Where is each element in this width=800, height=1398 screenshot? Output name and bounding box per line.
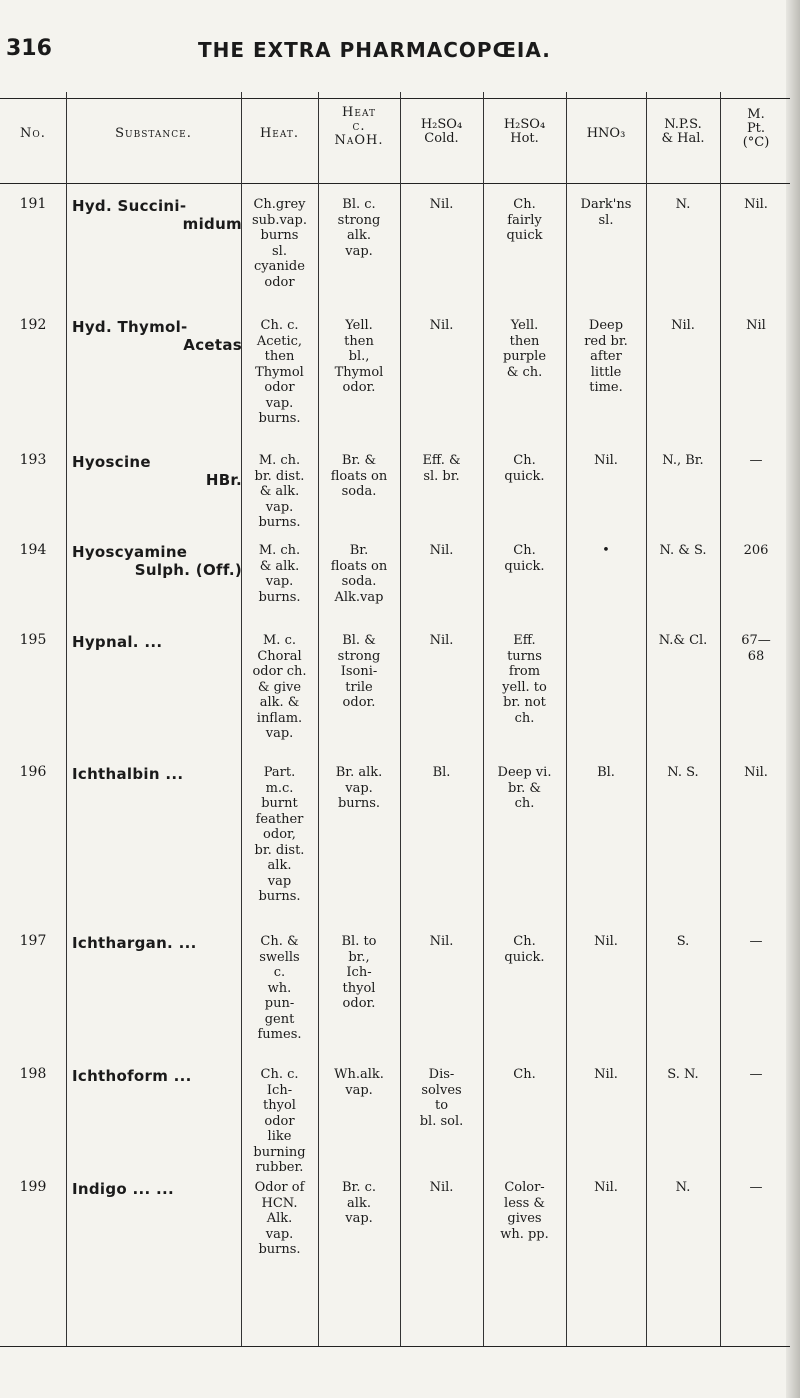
header-h2so4-hot: H₂SO₄ Hot. [503, 117, 546, 146]
cell-h2so4-hot: Deep vi. br. & ch. [497, 765, 552, 811]
cell-heat: Ch. c. Ich- thyol odor like burning rubber. [253, 1067, 306, 1175]
running-title: THE EXTRA PHARMACOPŒIA. [198, 38, 551, 62]
cell-no: 196 [19, 764, 47, 780]
cell-hno3: Nil. [594, 934, 618, 949]
cell-h2so4-cold: Nil. [429, 318, 454, 333]
substance-line: Ichthoform ... [72, 1067, 192, 1085]
page-number: 316 [6, 36, 52, 61]
running-header [0, 36, 800, 66]
cell-h2so4-cold: Nil. [429, 934, 454, 949]
substance-line: HBr. [205, 471, 242, 489]
cell-h2so4-hot: Ch. quick. [504, 453, 545, 484]
cell-h2so4-hot: Ch. quick. [504, 543, 545, 574]
cell-substance [72, 1067, 242, 1085]
cell-no: 194 [19, 542, 47, 558]
cell-heat-naoh: Br. alk. vap. burns. [335, 765, 383, 811]
cell-h2so4-hot: Yell. then purple & ch. [502, 318, 547, 380]
col-divider [646, 92, 647, 1346]
cell-nps-hal: N. [675, 1180, 691, 1195]
col-divider [400, 92, 401, 1346]
cell-mpt: 67— 68 [741, 633, 771, 664]
cell-no: 192 [19, 317, 47, 333]
cell-heat: M. c. Choral odor ch. & give alk. & inflam. vap. [252, 633, 307, 741]
header-substance: Substance. [115, 126, 192, 141]
cell-nps-hal: Nil. [671, 318, 695, 333]
substance-line: Acetas [183, 336, 242, 354]
cell-hno3: Nil. [594, 1067, 618, 1082]
cell-heat: Ch. c. Acetic, then Thymol odor vap. burns. [255, 318, 304, 426]
cell-nps-hal: S. [676, 934, 690, 949]
cell-nps-hal: N. & S. [659, 543, 707, 558]
cell-mpt: — [749, 1180, 763, 1195]
cell-h2so4-cold: Nil. [429, 633, 454, 648]
cell-substance [72, 633, 242, 651]
header-heat: Heat. [259, 126, 300, 141]
header-hno3: HNO₃ [586, 126, 626, 141]
cell-heat: Part. m.c. burnt feather odor, br. dist. alk. vap burns. [254, 765, 305, 904]
cell-substance [72, 765, 242, 783]
cell-heat-naoh: Br. floats on soda. Alk.vap [330, 543, 388, 605]
substance-line: Hyd. Thymol- [72, 318, 188, 336]
substance-line: Hyoscine [72, 453, 151, 471]
cell-heat: M. ch. & alk. vap. burns. [258, 543, 301, 605]
cell-heat: Ch.grey sub.vap. burns sl. cyanide odor [251, 197, 308, 290]
cell-h2so4-hot: Eff. turns from yell. to br. not ch. [502, 633, 547, 726]
table-top-rule [0, 98, 790, 99]
cell-nps-hal: S. N. [667, 1067, 699, 1082]
cell-heat: Ch. & swells c. wh. pun- gent fumes. [257, 934, 302, 1042]
cell-h2so4-cold: Nil. [429, 1180, 454, 1195]
cell-substance [72, 197, 242, 233]
cell-hno3: Nil. [594, 1180, 618, 1195]
cell-h2so4-cold: Bl. [432, 765, 451, 780]
substance-line: Sulph. (Off.) [134, 561, 242, 579]
table-bottom-rule [0, 1346, 790, 1347]
header-bottom-rule [0, 183, 790, 184]
cell-substance [72, 1180, 242, 1198]
cell-hno3: Bl. [597, 765, 615, 780]
col-divider [318, 92, 319, 1346]
cell-mpt: Nil [746, 318, 766, 333]
cell-hno3: Nil. [594, 453, 618, 468]
cell-nps-hal: N.& Cl. [658, 633, 708, 648]
cell-h2so4-cold: Dis- solves to bl. sol. [419, 1067, 464, 1129]
cell-mpt: — [749, 1067, 763, 1082]
cell-substance [72, 453, 242, 489]
cell-heat-naoh: Bl. c. strong alk. vap. [337, 197, 381, 259]
cell-hno3: • [602, 543, 610, 558]
cell-no: 197 [19, 933, 47, 949]
cell-substance [72, 318, 242, 354]
cell-h2so4-hot: Ch. [513, 1067, 536, 1082]
cell-no: 195 [19, 632, 47, 648]
cell-mpt: Nil. [744, 765, 768, 780]
cell-h2so4-hot: Color- less & gives wh. pp. [500, 1180, 549, 1242]
substance-line: Hypnal. ... [72, 633, 163, 651]
cell-heat-naoh: Yell. then bl., Thymol odor. [334, 318, 384, 395]
col-divider [566, 92, 567, 1346]
cell-nps-hal: N. [675, 197, 691, 212]
cell-heat: M. ch. br. dist. & alk. vap. burns. [254, 453, 305, 530]
cell-nps-hal: N., Br. [662, 453, 704, 468]
cell-heat-naoh: Br. c. alk. vap. [341, 1180, 377, 1226]
substance-line: Hyoscyamine [72, 543, 188, 561]
cell-mpt: — [749, 453, 763, 468]
cell-substance [72, 934, 242, 952]
cell-heat-naoh: Wh.alk. vap. [334, 1067, 384, 1098]
cell-heat-naoh: Bl. to br., Ich- thyol odor. [341, 934, 377, 1011]
substance-line: Ichthargan. ... [72, 934, 197, 952]
cell-substance [72, 543, 242, 579]
cell-h2so4-cold: Eff. & sl. br. [422, 453, 461, 484]
cell-no: 193 [19, 452, 47, 468]
header-mpt: M. Pt. (°C) [742, 107, 770, 150]
cell-no: 191 [19, 196, 47, 212]
header-h2so4-cold: H₂SO₄ Cold. [420, 117, 463, 146]
substance-line: midum [182, 215, 242, 233]
cell-nps-hal: N. S. [667, 765, 699, 780]
header-heat-naoh: Heat c. NaOH. [334, 105, 384, 148]
cell-hno3: Dark'ns sl. [580, 197, 632, 228]
header-no: No. [20, 126, 46, 141]
cell-no: 198 [19, 1066, 47, 1082]
cell-h2so4-hot: Ch. fairly quick [506, 197, 543, 243]
substance-line: Indigo ... ... [72, 1180, 175, 1198]
col-divider [720, 92, 721, 1346]
cell-heat: Odor of HCN. Alk. vap. burns. [254, 1180, 305, 1257]
cell-h2so4-cold: Nil. [429, 543, 454, 558]
cell-h2so4-hot: Ch. quick. [504, 934, 545, 965]
cell-mpt: Nil. [744, 197, 768, 212]
cell-mpt: 206 [743, 543, 769, 558]
substance-line: Ichthalbin ... [72, 765, 184, 783]
col-divider [66, 92, 67, 1346]
cell-heat-naoh: Bl. & strong Isoni- trile odor. [337, 633, 381, 710]
cell-no: 199 [19, 1179, 47, 1195]
cell-h2so4-cold: Nil. [429, 197, 454, 212]
substance-line: Hyd. Succini- [72, 197, 187, 215]
header-nps-hal: N.P.S. & Hal. [661, 117, 705, 146]
cell-hno3: Deep red br. after little time. [584, 318, 628, 395]
cell-mpt: — [749, 934, 763, 949]
cell-heat-naoh: Br. & floats on soda. [330, 453, 388, 499]
